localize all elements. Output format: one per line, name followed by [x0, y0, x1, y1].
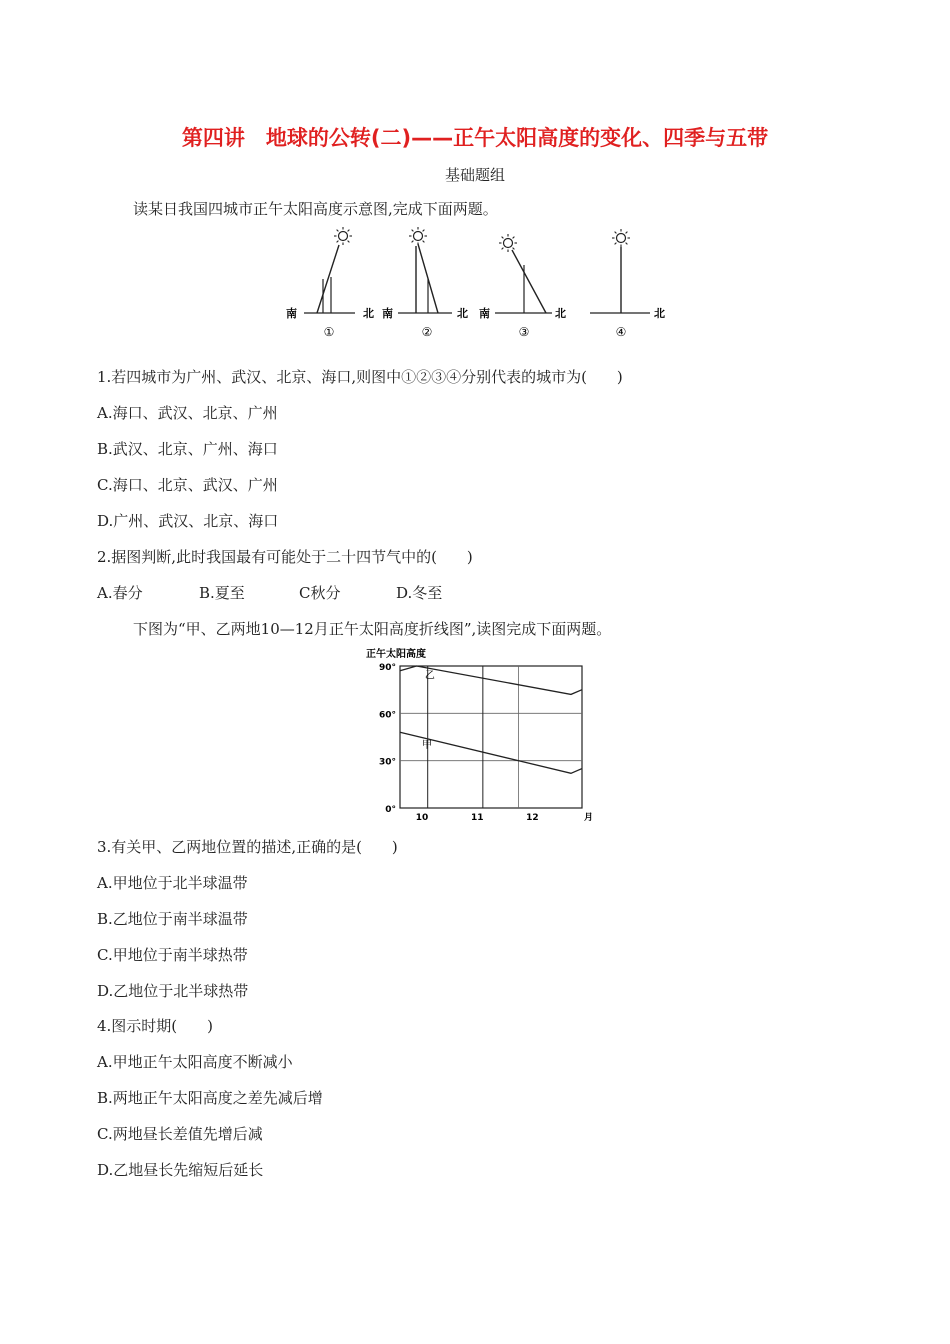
intro-text-1: 读某日我国四城市正午太阳高度示意图,完成下面两题。: [133, 200, 498, 218]
sun-panel-3: [479, 234, 566, 339]
intro-text-2: 下图为“甲、乙两地10—12月正午太阳高度折线图”,读图完成下面两题。: [133, 620, 612, 638]
panel-number: ②: [421, 325, 433, 339]
question-2-option-c[interactable]: C秋分: [299, 584, 341, 602]
y-tick-label: 90°: [378, 663, 396, 673]
question-3-stem: 3.有关甲、乙两地位置的描述,正确的是( ): [97, 838, 398, 856]
sun-icon: [499, 234, 517, 252]
question-3-option-c[interactable]: C.甲地位于南半球热带: [97, 946, 248, 964]
south-label: 南: [479, 307, 490, 320]
question-1-option-c[interactable]: C.海口、北京、武汉、广州: [97, 476, 278, 494]
series-label-jia: 甲: [422, 740, 433, 752]
question-2-option-a[interactable]: A.春分: [97, 584, 143, 602]
panel-number: ①: [323, 325, 335, 339]
sun-altitude-figure: [280, 222, 680, 342]
question-1-option-d[interactable]: D.广州、武汉、北京、海口: [97, 512, 279, 530]
question-4-option-a[interactable]: A.甲地正午太阳高度不断减小: [97, 1053, 293, 1071]
south-label: 南: [382, 307, 393, 320]
north-label: 北: [654, 307, 665, 320]
question-2-option-d[interactable]: D.冬至: [396, 584, 443, 602]
north-label: 北: [555, 307, 566, 320]
series-label-yi: 乙: [424, 670, 435, 682]
question-4-option-d[interactable]: D.乙地昼长先缩短后延长: [97, 1161, 264, 1179]
sun-altitude-svg: [280, 222, 680, 342]
question-1-stem: 1.若四城市为广州、武汉、北京、海口,则图中①②③④分别代表的城市为( ): [97, 368, 623, 386]
x-tick-label: 10: [415, 813, 429, 823]
north-label: 北: [457, 307, 468, 320]
question-1-option-b[interactable]: B.武汉、北京、广州、海口: [97, 440, 278, 458]
question-3-option-a[interactable]: A.甲地位于北半球温带: [97, 874, 248, 892]
question-3-option-d[interactable]: D.乙地位于北半球热带: [97, 982, 249, 1000]
chart-svg: [358, 644, 598, 829]
sun-panel-2: [382, 227, 468, 339]
panel-number: ④: [615, 325, 627, 339]
sun-icon: [612, 229, 630, 247]
chart-title: 正午太阳高度: [366, 649, 426, 660]
page-title: 第四讲 地球的公转(二)——正午太阳高度的变化、四季与五带: [181, 126, 769, 150]
question-3-option-b[interactable]: B.乙地位于南半球温带: [97, 910, 248, 928]
x-tick-label: 11: [470, 813, 484, 823]
question-4-option-b[interactable]: B.两地正午太阳高度之差先减后增: [97, 1089, 323, 1107]
y-tick-label: 60°: [378, 710, 396, 721]
y-tick-label: 30°: [378, 757, 396, 768]
sun-icon: [334, 227, 352, 245]
south-label: 南: [286, 307, 297, 320]
x-axis-label: 月: [584, 813, 594, 823]
panel-number: ③: [518, 325, 530, 339]
north-label: 北: [363, 307, 374, 320]
sun-panel-4: [590, 229, 665, 339]
noon-sun-altitude-chart: [358, 644, 598, 829]
x-tick-label: 12: [526, 813, 539, 823]
question-4-stem: 4.图示时期( ): [97, 1017, 214, 1035]
section-subtitle: 基础题组: [444, 166, 505, 184]
question-2-stem: 2.据图判断,此时我国最有可能处于二十四节气中的( ): [97, 548, 473, 566]
question-2-option-b[interactable]: B.夏至: [199, 584, 245, 602]
sun-icon: [409, 227, 427, 245]
question-4-option-c[interactable]: C.两地昼长差值先增后减: [97, 1125, 263, 1143]
question-1-option-a[interactable]: A.海口、武汉、北京、广州: [97, 404, 278, 422]
y-tick-label: 0°: [385, 805, 396, 815]
sun-panel-1: [286, 227, 374, 339]
